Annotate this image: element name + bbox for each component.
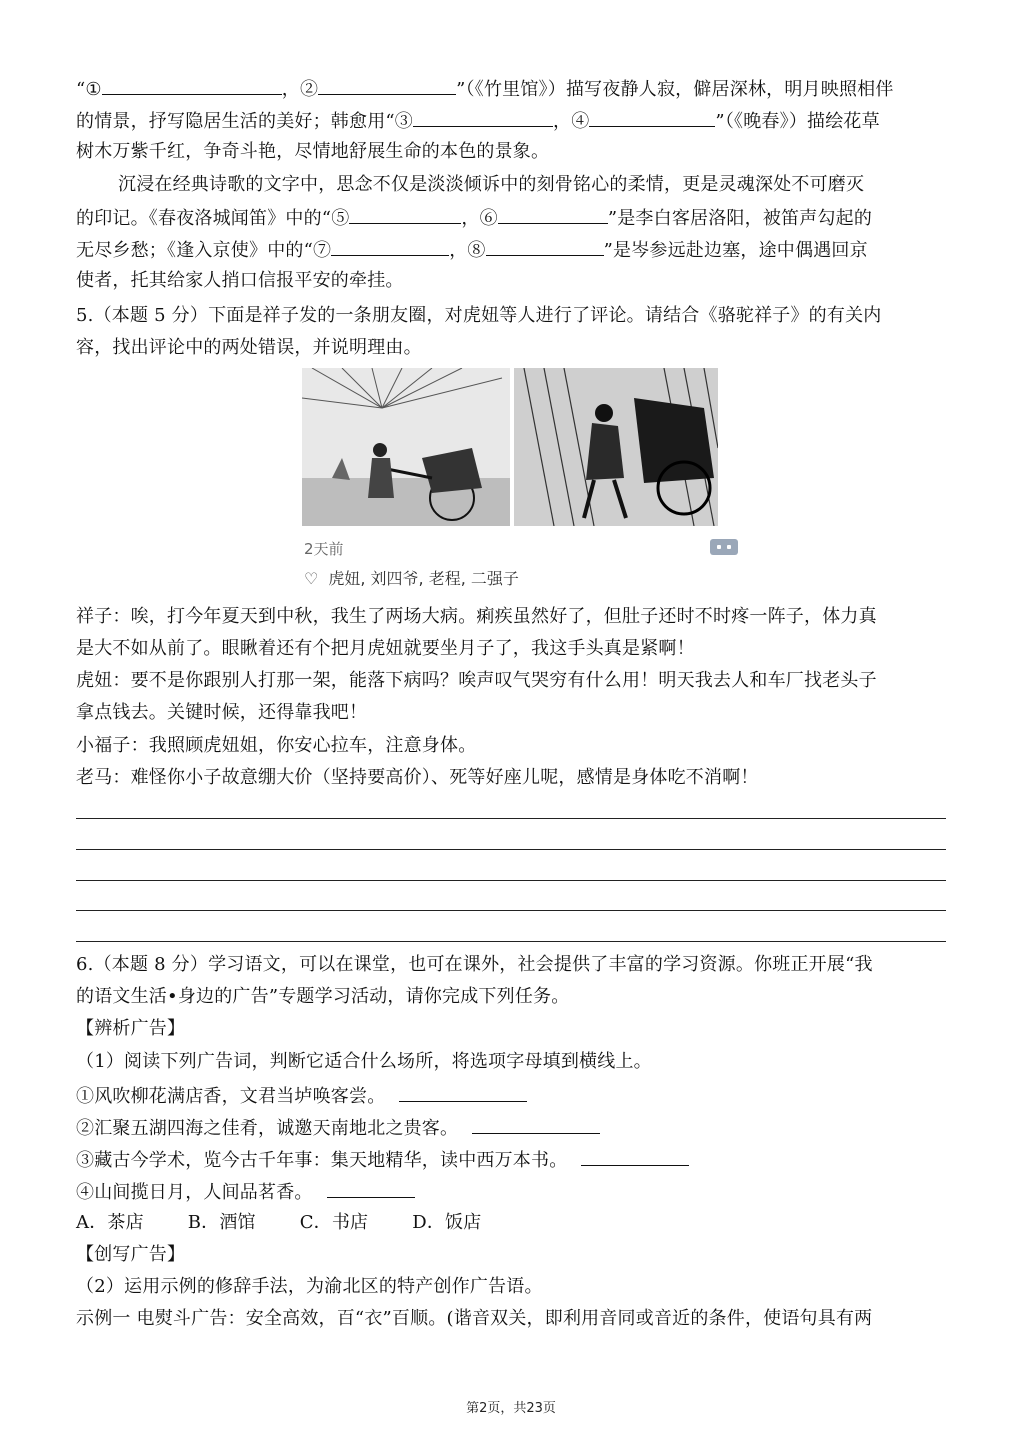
dialogue-huniu-2: 拿点钱去。关键时候，还得靠我吧！ bbox=[76, 702, 368, 723]
comment-icon[interactable] bbox=[710, 539, 738, 555]
text: ”（《晚春》）描绘花草 bbox=[715, 111, 880, 132]
rickshaw-rain-drawing bbox=[514, 368, 718, 526]
blank-8[interactable] bbox=[486, 237, 604, 256]
q6-part-1: （1）阅读下列广告词，判断它适合什么场所，将选项字母填到横线上。 bbox=[76, 1051, 652, 1072]
q6-item-3 bbox=[76, 1147, 946, 1173]
q6-prompt-1: 6.（本题 8 分）学习语文，可以在课堂，也可在课外，社会提供了丰富的学习资源。你班正开展“我 bbox=[76, 954, 873, 975]
likes-row bbox=[304, 566, 519, 589]
blank-4[interactable] bbox=[589, 108, 715, 127]
option-d: D．饭店 bbox=[412, 1212, 482, 1233]
text: ，② bbox=[281, 79, 319, 100]
text: ”是岑参远赴边塞，途中偶遇回京 bbox=[603, 240, 868, 261]
text: “① bbox=[76, 79, 102, 100]
dialogue-laoma: 老马：难怪你小子故意绷大价（坚持要高价）、死等好座儿呢，感情是身体吃不消啊！ bbox=[76, 767, 759, 788]
poem-line-1 bbox=[76, 76, 946, 102]
text: ④山间揽日月，人间品茗香。 bbox=[76, 1182, 313, 1203]
text: 的情景，抒写隐居生活的美好；韩愈用“③ bbox=[76, 111, 414, 132]
text: ③藏古今学术，览今古千年事：集天地精华，读中西万本书。 bbox=[76, 1150, 568, 1171]
illustration-rickshaw-sun bbox=[302, 368, 510, 526]
answer-line-5[interactable] bbox=[76, 941, 946, 942]
poem-line-6 bbox=[76, 237, 946, 263]
poem-line-7: 使者，托其给家人捎口信报平安的牵挂。 bbox=[76, 270, 404, 291]
poem-line-4: 沉浸在经典诗歌的文字中，思念不仅是淡淡倾诉中的刻骨铭心的柔情，更是灵魂深处不可磨灭 bbox=[118, 174, 865, 195]
blank-1[interactable] bbox=[102, 76, 282, 95]
blank-5[interactable] bbox=[349, 205, 461, 224]
dialogue-xiangzi-2: 是大不如从前了。眼瞅着还有个把月虎妞就要坐月子了，我这手头真是紧啊！ bbox=[76, 638, 695, 659]
option-c: C．书店 bbox=[299, 1212, 369, 1233]
q6-heading-create: 【创写广告】 bbox=[76, 1244, 186, 1265]
likes-names: 虎妞, 刘四爷, 老程, 二强子 bbox=[328, 569, 519, 588]
blank-7[interactable] bbox=[331, 237, 449, 256]
q5-prompt-2: 容，找出评论中的两处错误，并说明理由。 bbox=[76, 337, 422, 358]
q6-item-1 bbox=[76, 1083, 946, 1109]
q6-example-1: 示例一 电熨斗广告：安全高效，百“衣”百顺。(谐音双关，即利用音同或音近的条件，使语句具有两 bbox=[76, 1308, 873, 1329]
poem-line-2 bbox=[76, 108, 946, 134]
dialogue-xiangzi-1: 祥子：唉，打今年夏天到中秋，我生了两场大病。痢疾虽然好了，但肚子还时不时疼一阵子，体力真 bbox=[76, 606, 877, 627]
blank-item-4[interactable] bbox=[327, 1179, 415, 1198]
heart-icon[interactable]: ♡ bbox=[304, 569, 319, 588]
text: ”是李白客居洛阳，被笛声勾起的 bbox=[607, 208, 873, 229]
dialogue-xiaofuzi: 小福子：我照顾虎妞姐，你安心拉车，注意身体。 bbox=[76, 735, 477, 756]
poem-line-3: 树木万紫千红，争奇斗艳，尽情地舒展生命的本色的景象。 bbox=[76, 141, 550, 162]
text: 无尽乡愁；《逢入京使》中的“⑦ bbox=[76, 240, 332, 261]
page-footer: 第2页，共23页 bbox=[466, 1401, 556, 1416]
post-time: 2天前 bbox=[304, 540, 344, 558]
text: ，⑧ bbox=[449, 240, 486, 261]
answer-line-3[interactable] bbox=[76, 880, 946, 881]
blank-3[interactable] bbox=[413, 108, 553, 127]
q6-options bbox=[76, 1211, 946, 1235]
text: ”（《竹里馆》）描写夜静人寂，僻居深林，明月映照相伴 bbox=[456, 79, 894, 100]
text: 的印记。《春夜洛城闻笛》中的“⑤ bbox=[76, 208, 350, 229]
blank-6[interactable] bbox=[498, 205, 608, 224]
blank-item-1[interactable] bbox=[399, 1083, 527, 1102]
blank-item-2[interactable] bbox=[472, 1115, 600, 1134]
text: ①风吹柳花满店香，文君当垆唤客尝。 bbox=[76, 1086, 386, 1107]
dialogue-huniu-1: 虎妞：要不是你跟别人打那一架，能落下病吗？唉声叹气哭穷有什么用！明天我去人和车厂找老头子 bbox=[76, 670, 877, 691]
illustration-rickshaw-rain bbox=[514, 368, 718, 526]
answer-line-1[interactable] bbox=[76, 818, 946, 819]
answer-line-2[interactable] bbox=[76, 849, 946, 850]
poem-line-5 bbox=[76, 205, 946, 231]
q6-item-4 bbox=[76, 1179, 946, 1205]
text: ，⑥ bbox=[461, 208, 498, 229]
moments-post bbox=[302, 368, 742, 593]
q6-heading-analyze: 【辨析广告】 bbox=[76, 1018, 186, 1039]
text: ，④ bbox=[553, 111, 590, 132]
q6-part-2: （2）运用示例的修辞手法，为渝北区的特产创作广告语。 bbox=[76, 1276, 543, 1297]
answer-line-4[interactable] bbox=[76, 910, 946, 911]
rickshaw-sun-drawing bbox=[302, 368, 510, 526]
blank-2[interactable] bbox=[318, 76, 456, 95]
q6-item-2 bbox=[76, 1115, 946, 1141]
option-b: B．酒馆 bbox=[187, 1212, 256, 1233]
text: ②汇聚五湖四海之佳肴，诚邀天南地北之贵客。 bbox=[76, 1118, 459, 1139]
blank-item-3[interactable] bbox=[581, 1147, 689, 1166]
q5-prompt-1: 5.（本题 5 分）下面是祥子发的一条朋友圈，对虎妞等人进行了评论。请结合《骆驼祥子》的有关内 bbox=[76, 305, 882, 326]
option-a: A．茶店 bbox=[76, 1212, 144, 1233]
q6-prompt-2: 的语文生活•身边的广告”专题学习活动，请你完成下列任务。 bbox=[76, 986, 570, 1007]
